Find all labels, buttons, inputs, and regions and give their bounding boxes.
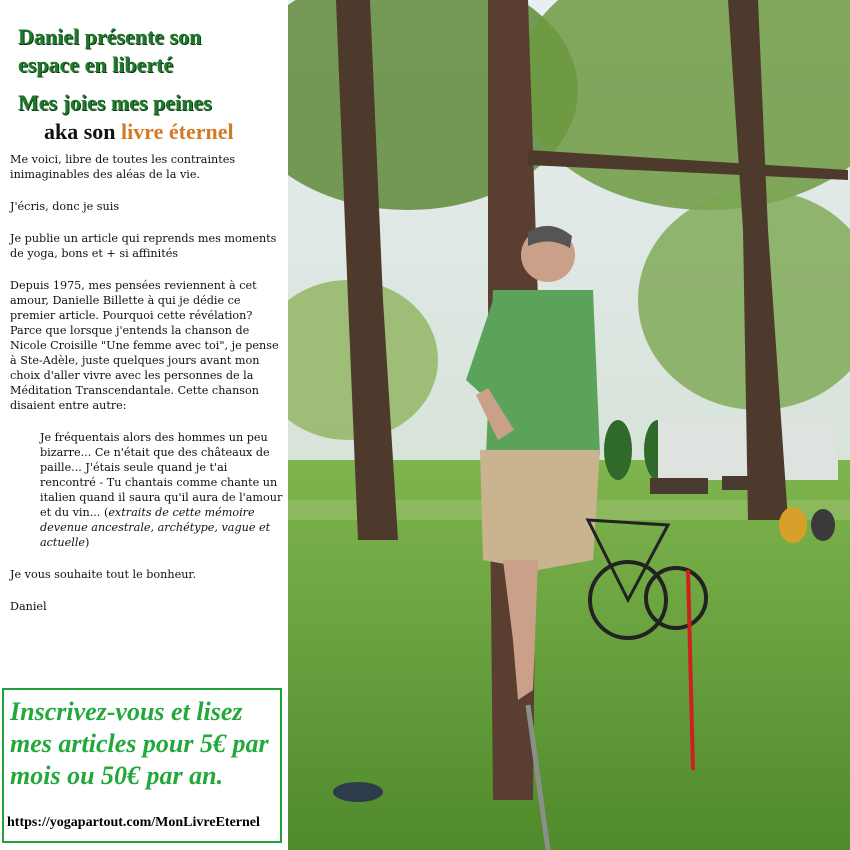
quote-note: extraits de cette mémoire devenue ancestrale, archétype, vague et actuelle (40, 506, 271, 549)
quote-open: ( (103, 506, 109, 519)
song-quote (40, 430, 285, 550)
park-photo (288, 0, 850, 850)
aka-prefix: aka son (44, 119, 122, 144)
signature: Daniel (10, 600, 47, 613)
text-panel (0, 0, 288, 850)
title-line-2: espace en liberté (18, 52, 174, 77)
paragraph-1: Me voici, libre de toutes les contraintes inimaginables des aléas de la vie. (10, 153, 236, 181)
article-body (10, 152, 285, 631)
quote-text: Je fréquentais alors des hommes un peu bizarre... Ce n'était que des châteaux de paille... J'étais seule quand je t'ai rencontré - Tu chantais comme chante un italien quand il saura qu'il aura de l'amour et du vin... (40, 431, 283, 519)
paragraph-3: Je publie un article qui reprends mes moments de yoga, bons et + si affinités (10, 232, 277, 260)
paragraph-5: Je vous souhaite tout le bonheur. (10, 568, 197, 581)
subscribe-text: Inscrivez-vous et lisez mes articles pour 5€ par mois ou 50€ par an. (10, 697, 269, 790)
subscribe-link[interactable]: https://yogapartout.com/MonLivreEternel (7, 815, 260, 830)
title-line-1: Daniel présente son (18, 24, 202, 49)
subscribe-box[interactable] (2, 688, 282, 843)
quote-close: ) (85, 536, 90, 549)
paragraph-4: Depuis 1975, mes pensées reviennent à cet amour, Danielle Billette à qui je dédie ce premier article. Pourquoi cette révélation? Parce que lorsque j'entends la chanson de Nicole Croisille "Une femme avec toi", je pense à Ste-Adèle, juste quelques jours avant mon choix d'aller vivre avec les personnes de la Méditation Transcendantale. Cette chanson disaient entre autre: (10, 279, 279, 412)
subtitle: Mes joies mes peines (18, 90, 212, 115)
aka-line (44, 119, 234, 145)
paragraph-2: J'écris, donc je suis (10, 200, 120, 213)
aka-accent: livre éternel (121, 119, 234, 144)
